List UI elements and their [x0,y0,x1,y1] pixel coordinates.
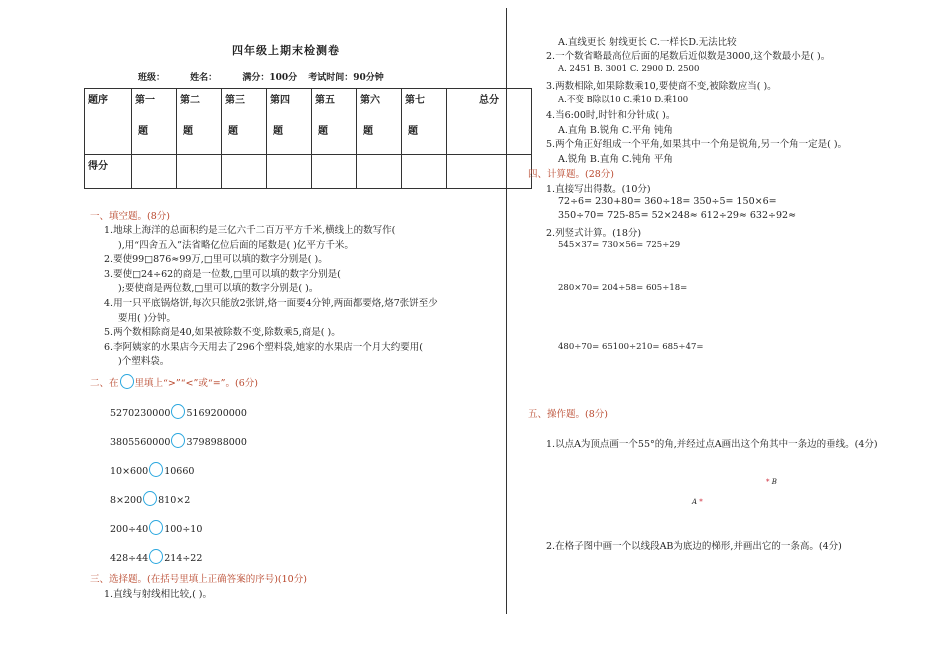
col-header-5: 第五 题 [312,89,357,155]
s1-line: 6.李阿姨家的水果店今天用去了296个塑料袋,她家的水果店一个月大约要用( [104,341,423,353]
s1-line: 要用( )分钟。 [118,312,176,324]
compare-circle[interactable] [143,491,157,506]
s4-sub2: 2.列竖式计算。(18分) [546,228,642,239]
score-cell[interactable] [222,155,267,189]
column-divider [506,8,507,614]
s3-question-1: 1.直线与射线相比较,( )。 [104,589,213,600]
section4-heading: 四、计算题。(28分) [528,169,615,180]
col-header-6: 第六 题 [357,89,402,155]
s1-line: ),用“四舍五入”法省略亿位后面的尾数是( )亿平方千米。 [118,239,354,251]
score-table [84,88,532,189]
class-label: 班级： [138,73,166,83]
full-score: 满分：100分 [242,73,298,83]
compare-circle[interactable] [149,462,163,477]
s1-line: 3.要使□24÷62的商是一位数,□里可以填的数字分别是( [104,268,341,280]
total-header: 总分 [447,89,532,155]
section2-heading: 二、在 里填上“>”“<”或“=”。(6分) [90,374,258,389]
compare-item: 428÷44 214÷22 [110,549,202,564]
compare-circle[interactable] [149,520,163,535]
name-label: 姓名： [190,73,218,83]
score-cell[interactable] [267,155,312,189]
s4-calc2: 280×70= 204÷58= 605÷18= [558,283,688,293]
s1-line: 5.两个数相除商是40,如果被除数不变,除数乘5,商是( )。 [104,327,341,339]
point-b: * B [766,478,777,486]
score-cell[interactable] [312,155,357,189]
s1-line: )个塑料袋。 [118,356,170,368]
section3-heading: 三、选择题。(在括号里填上正确答案的序号)(10分) [90,574,307,585]
compare-item: 10×600 10660 [110,462,194,477]
s1-line: 1.地球上海洋的总面积约是三亿六千二百万平方千米,横线上的数写作( [104,225,396,236]
s3-q1-options: A.直线更长 射线更长 C.一样长D.无法比较 [558,37,737,48]
section1-heading: 一、填空题。(8分) [90,211,170,222]
score-cell[interactable] [132,155,177,189]
score-cell[interactable] [177,155,222,189]
score-row-header: 得分 [85,155,132,189]
s4-calc3: 480÷70= 65100÷210= 685÷47= [558,342,704,352]
s4-row2: 350÷70= 725-85= 52×248≈ 612÷29≈ 632÷92≈ [558,210,797,221]
s3-q3-options: A.不变 B除以10 C.乘10 D.乘100 [558,95,689,105]
s3-question-5: 5.两个角正好组成一个平角,如果其中一个角是锐角,另一个角一定是( )。 [546,139,848,150]
s3-q2-options: A. 2451 B. 3001 C. 2900 D. 2500 [558,64,700,74]
s3-question-4: 4.当6:00时,时针和分针成( )。 [546,110,676,121]
col-header-3: 第三 题 [222,89,267,155]
s3-q5-options: A.锐角 B.直角 C.钝角 平角 [558,154,673,165]
s1-line: );要使商是两位数,□里可以填的数字分别是( )。 [118,283,319,295]
section5-heading: 五、操作题。(8分) [528,409,608,420]
s3-q4-options: A.直角 B.锐角 C.平角 钝角 [558,125,673,136]
compare-circle-icon [120,374,134,389]
s4-row1: 72÷6= 230+80= 360÷18= 350÷5= 150×6= [558,196,777,207]
compare-item: 200÷40 100÷10 [110,520,202,535]
point-a: A * [692,498,703,506]
score-cell[interactable] [402,155,447,189]
s3-question-3: 3.两数相除,如果除数乘10,要使商不变,被除数应当( )。 [546,81,777,92]
col-header-2: 第二 题 [177,89,222,155]
s4-calc1: 545×37= 730×56= 725÷29 [558,240,681,250]
page-title: 四年级上期末检测卷 [232,44,340,57]
section1-body [104,224,438,370]
compare-circle[interactable] [171,433,185,448]
compare-item: 5270230000 5169200000 [110,404,247,419]
col-header-1: 第一 题 [132,89,177,155]
col-header-7: 第七 题 [402,89,447,155]
row-header-cell: 题序 [85,89,132,155]
compare-item: 3805560000 3798988000 [110,433,247,448]
s5-question-2: 2.在格子图中画一个以线段AB为底边的梯形,并画出它的一条高。(4分) [546,541,842,552]
compare-item: 8×200 810×2 [110,491,190,506]
exam-info [138,70,406,83]
col-header-4: 第四 题 [267,89,312,155]
score-cell[interactable] [447,155,532,189]
s1-line: 4.用一只平底锅烙饼,每次只能放2张饼,烙一面要4分钟,两面都要烙,烙7张饼至少 [104,297,438,309]
score-cell[interactable] [357,155,402,189]
s1-line: 2.要使99□876≈99万,□里可以填的数字分别是( )。 [104,254,328,266]
s4-sub1: 1.直接写出得数。(10分) [546,184,651,195]
s5-question-1: 1.以点A为顶点画一个55°的角,并经过点A画出这个角其中一条边的垂线。(4分) [546,439,878,450]
compare-circle[interactable] [149,549,163,564]
exam-time: 考试时间：90分钟 [308,73,384,83]
compare-circle[interactable] [171,404,185,419]
s3-question-2: 2.一个数省略最高位后面的尾数后近似数是3000,这个数最小是( )。 [546,51,831,62]
